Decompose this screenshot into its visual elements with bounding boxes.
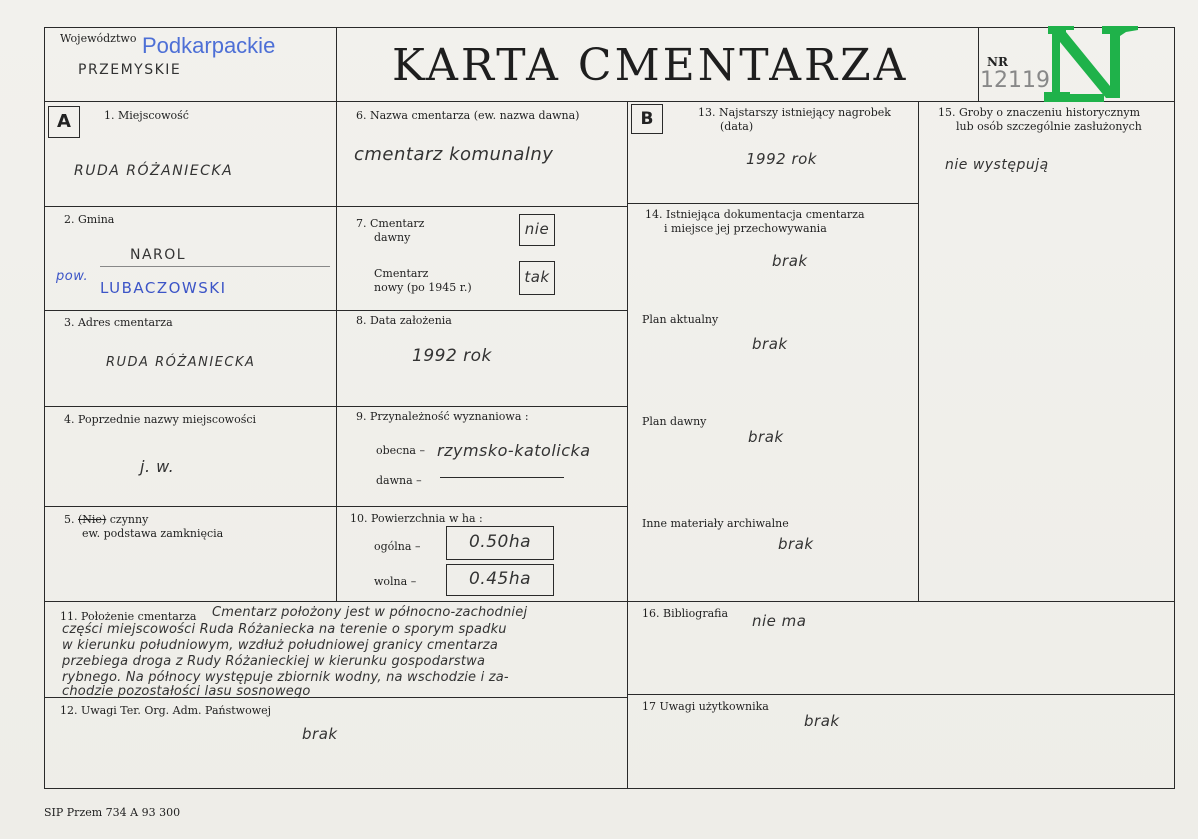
- plan-dawny-value: brak: [748, 428, 784, 446]
- wojewodztwo-stamp: Podkarpackie: [142, 33, 276, 58]
- inne-value: brak: [778, 535, 814, 553]
- f2-pow-value: LUBACZOWSKI: [100, 279, 227, 297]
- f7-box-b-value: tak: [524, 268, 550, 286]
- f10-wolna-label: wolna –: [374, 575, 417, 588]
- wojewodztwo-value: PRZEMYSKIE: [78, 62, 182, 78]
- f11-line-5: rybnego. Na północy występuje zbiornik wodny, na wschodzie i za-: [62, 670, 509, 685]
- f3-label: 3. Adres cmentarza: [64, 316, 173, 329]
- row-divider: [336, 310, 627, 311]
- f11-line-2: części miejscowości Ruda Różaniecka na terenie o sporym spadku: [62, 622, 507, 637]
- f12-label: 12. Uwagi Ter. Org. Adm. Państwowej: [60, 704, 272, 717]
- f7-box-a: [519, 214, 555, 246]
- f5-struck: (Nie): [78, 513, 107, 526]
- f14-value: brak: [772, 252, 808, 270]
- f7-box-b: [519, 261, 555, 295]
- frame-top: [44, 27, 1174, 28]
- f7-label-b: Cmentarz: [374, 267, 429, 280]
- f11-line-3: w kierunku południowym, wzdłuż południowej granicy cmentarza: [62, 638, 498, 653]
- page-title: KARTA CMENTARZA: [392, 40, 909, 91]
- f16-label: 16. Bibliografia: [642, 607, 729, 620]
- f5-label-2: ew. podstawa zamknięcia: [82, 527, 224, 540]
- f2-label: 2. Gmina: [64, 213, 115, 226]
- f4-label: 4. Poprzednie nazwy miejscowości: [64, 413, 257, 426]
- col1-divider: [336, 27, 337, 601]
- f10-ogolna-label: ogólna –: [374, 540, 421, 553]
- f11-line-1: Cmentarz położony jest w północno-zachodniej: [212, 605, 528, 620]
- f1-label: 1. Miejscowość: [104, 109, 189, 122]
- f13-label: 13. Najstarszy istniejący nagrobek: [698, 106, 891, 119]
- f7-box-a-value: nie: [524, 220, 550, 238]
- f15-value: nie występują: [945, 157, 1049, 173]
- f8-label: 8. Data założenia: [356, 314, 452, 327]
- frame-left: [44, 27, 45, 789]
- section-a-box: [48, 106, 80, 138]
- f10-ogolna-value: 0.50ha: [468, 532, 532, 552]
- f6-value: cmentarz komunalny: [354, 144, 554, 165]
- f15-label-2: lub osób szczególnie zasłużonych: [956, 120, 1142, 133]
- nr-value: 12119: [980, 68, 1050, 93]
- f5-rest: czynny: [109, 513, 149, 526]
- f12-value: brak: [302, 725, 338, 743]
- f16-value: nie ma: [752, 612, 807, 630]
- f9-obecna-value: rzymsko-katolicka: [437, 441, 591, 460]
- f7-label-a2: dawny: [374, 231, 411, 244]
- f1-value: RUDA RÓŻANIECKA: [74, 163, 234, 179]
- f7-label-a: 7. Cmentarz: [356, 217, 425, 230]
- section-b-letter: B: [640, 109, 654, 129]
- footer-code: SIP Przem 734 A 93 300: [44, 806, 181, 819]
- f11-line-6: chodzie pozostałości lasu sosnowego: [62, 684, 311, 699]
- row-divider: [44, 601, 1174, 602]
- row-divider: [627, 203, 918, 204]
- stamp-n-icon: [1040, 20, 1140, 104]
- gmina-underline: [100, 266, 330, 267]
- nr-label: NR: [987, 55, 1008, 69]
- row-divider: [44, 310, 336, 311]
- plan-dawny-label: Plan dawny: [642, 415, 707, 428]
- f2-value: NAROL: [130, 247, 187, 263]
- row-divider: [44, 406, 336, 407]
- f10-wolna-value: 0.45ha: [468, 569, 532, 589]
- row-divider: [336, 406, 627, 407]
- f9-obecna-label: obecna –: [376, 444, 425, 457]
- row-divider: [336, 506, 627, 507]
- frame-right: [1174, 27, 1175, 789]
- f8-value: 1992 rok: [412, 346, 492, 366]
- f7-label-b2: nowy (po 1945 r.): [374, 281, 472, 294]
- row-divider: [336, 206, 627, 207]
- f14-label-2: i miejsce jej przechowywania: [664, 222, 827, 235]
- f10-wolna-box: [446, 564, 554, 596]
- f13-value: 1992 rok: [746, 150, 817, 168]
- f10-label: 10. Powierzchnia w ha :: [350, 512, 483, 525]
- f17-value: brak: [804, 712, 840, 730]
- row-divider: [44, 206, 336, 207]
- f2-pow-prefix: pow.: [56, 269, 89, 284]
- inne-label: Inne materiały archiwalne: [642, 517, 789, 530]
- f6-label: 6. Nazwa cmentarza (ew. nazwa dawna): [356, 109, 580, 122]
- row-divider: [44, 506, 336, 507]
- f17-label: 17 Uwagi użytkownika: [642, 700, 769, 713]
- f5-label: [64, 513, 148, 527]
- f11-line-4: przebiega droga z Rudy Różanieckiej w kierunku gospodarstwa: [62, 654, 486, 669]
- f10-ogolna-box: [446, 526, 554, 560]
- row-divider: [627, 694, 1174, 695]
- plan-aktualny-value: brak: [752, 335, 788, 353]
- f4-value: j. w.: [140, 457, 175, 476]
- wojewodztwo-label: Województwo: [60, 32, 137, 45]
- f9-dawna-label: dawna –: [376, 474, 422, 487]
- f9-label: 9. Przynależność wyznaniowa :: [356, 410, 529, 423]
- f5-num: 5.: [64, 513, 75, 526]
- col4-divider: [918, 101, 919, 601]
- plan-aktualny-label: Plan aktualny: [642, 313, 719, 326]
- section-b-box: [631, 104, 663, 134]
- f14-label: 14. Istniejąca dokumentacja cmentarza: [645, 208, 865, 221]
- f3-value: RUDA RÓŻANIECKA: [106, 355, 256, 370]
- header-divider: [44, 101, 1174, 102]
- f15-label: 15. Groby o znaczeniu historycznym: [938, 106, 1141, 119]
- frame-bottom: [44, 788, 1174, 789]
- f13-label-2: (data): [720, 120, 754, 133]
- section-a-letter: A: [57, 111, 71, 132]
- f9-dawna-line: [440, 477, 564, 478]
- f11-label: 11. Położenie cmentarza: [60, 610, 197, 623]
